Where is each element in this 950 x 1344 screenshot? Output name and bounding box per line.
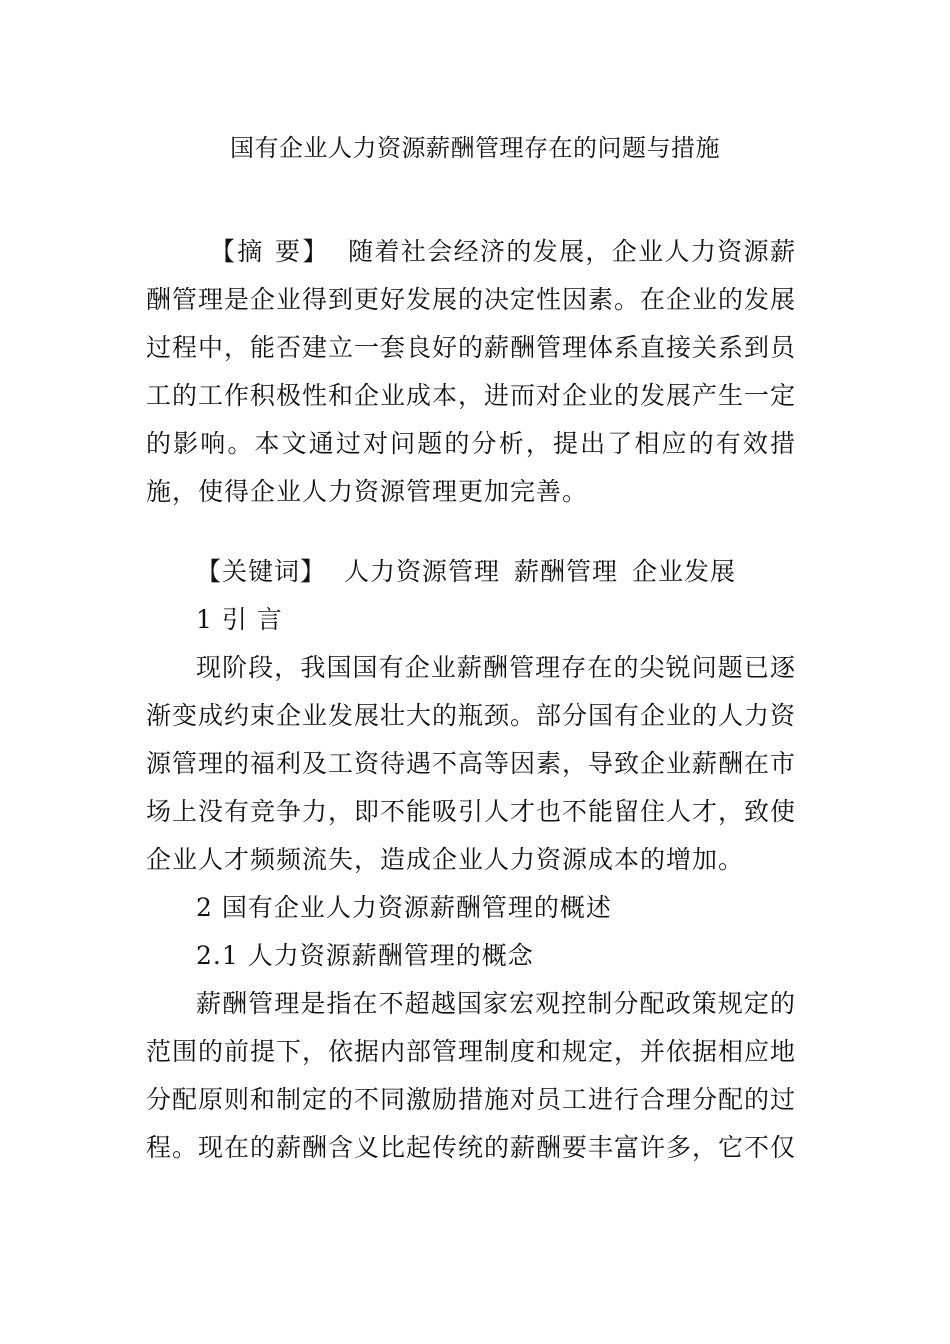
- section-1-paragraph: 现阶段，我国国有企业薪酬管理存在的尖锐问题已逐渐变成约束企业发展壮大的瓶颈。部分国有企业的人力资源管理的福利及工资待遇不高等因素，导致企业薪酬在市场上没有竞争力，即不能吸引人才也不能留住人才，致使企业人才频频流失，造成企业人力资源成本的增加。: [146, 653, 797, 874]
- section-heading-2: 2 国有企业人力资源薪酬管理的概述: [196, 893, 612, 922]
- keywords-paragraph: [146, 548, 796, 596]
- section-heading-2-1: 2.1 人力资源薪酬管理的概念: [196, 941, 534, 970]
- document-body: [146, 228, 796, 1172]
- document-title: 国有企业人力资源薪酬管理存在的问题与措施: [230, 134, 720, 162]
- section-2-1-paragraph: 薪酬管理是指在不超越国家宏观控制分配政策规定的范围的前提下，依据内部管理制度和规定，并依据相应地分配原则和制定的不同激励措施对员工进行合理分配的过程。现在的薪酬含义比起传统的薪酬要丰富许多，它不仅: [146, 989, 797, 1162]
- keyword-item: 企业发展: [632, 557, 737, 586]
- keyword-item: 人力资源管理: [344, 557, 501, 586]
- keywords-label: 【关键词】: [196, 557, 327, 586]
- abstract-text: 随着社会经济的发展，企业人力资源薪酬管理是企业得到更好发展的决定性因素。在企业的发展过程中，能否建立一套良好的薪酬管理体系直接关系到员工的工作积极性和企业成本，进而对企业的发展产生一定的影响。本文通过对问题的分析，提出了相应的有效措施，使得企业人力资源管理更加完善。: [146, 237, 797, 506]
- abstract-label: 【摘 要】: [210, 237, 330, 266]
- section-heading-1: 1 引 言: [196, 605, 283, 634]
- keyword-item: 薪酬管理: [514, 557, 619, 586]
- abstract-paragraph: [146, 228, 796, 516]
